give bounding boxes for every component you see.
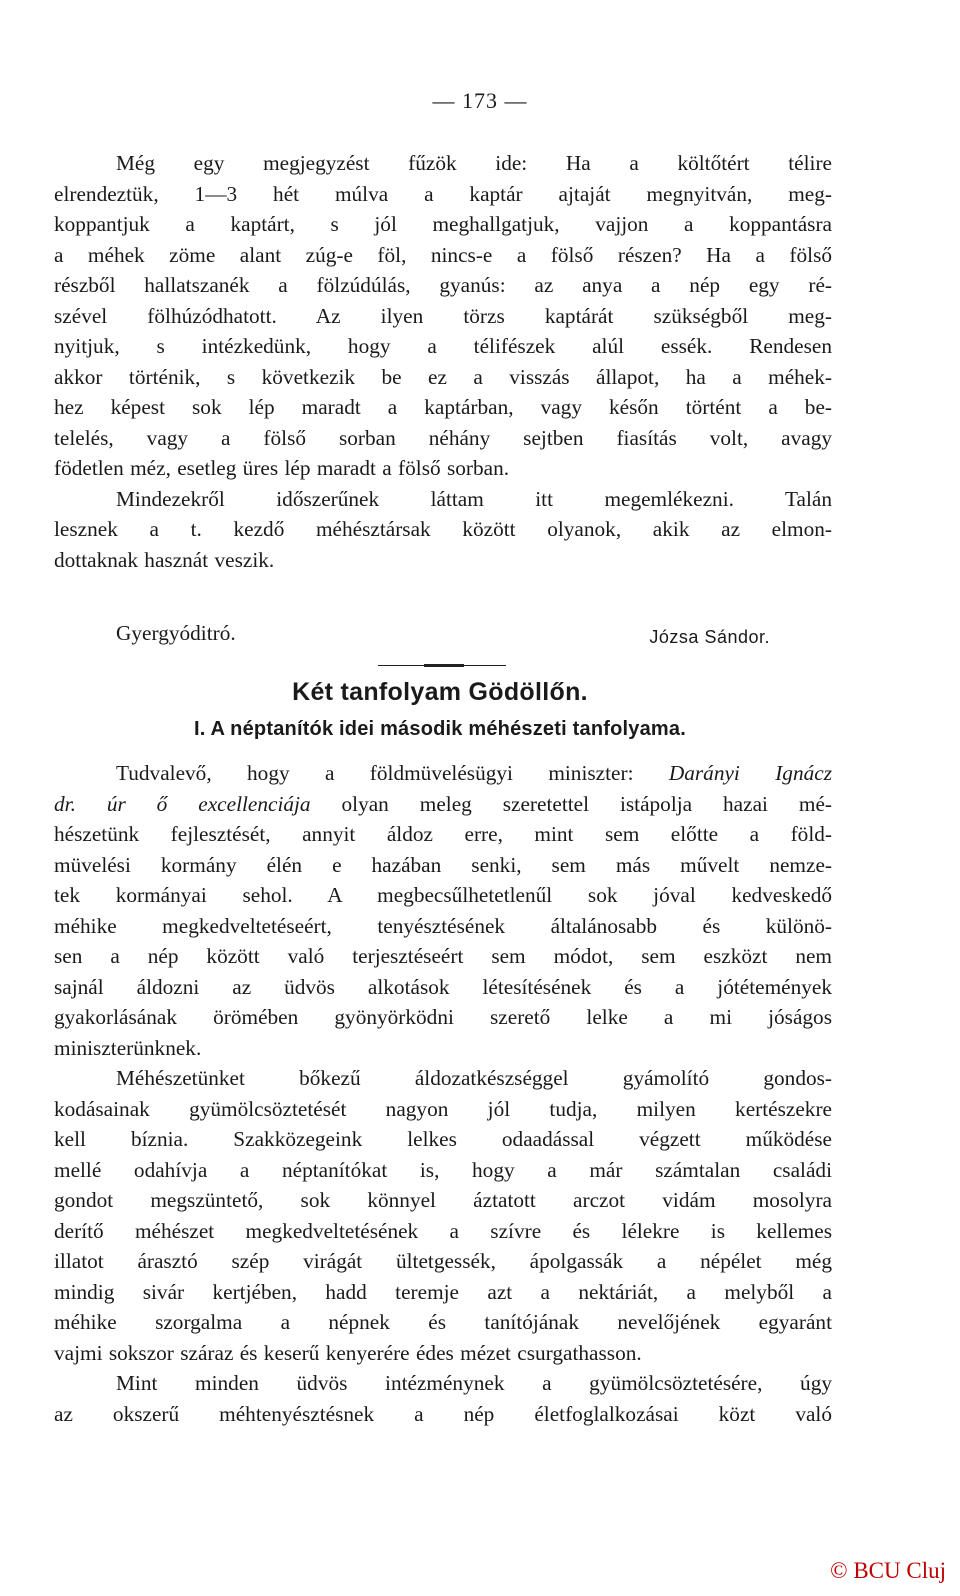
section-paragraph-1 xyxy=(54,148,832,575)
text-line: Mindezekről időszerűnek láttam itt megemlékezni. Talán xyxy=(116,486,832,511)
text-span: Tudvalevő, hogy a földmüvelésügyi miniszter: xyxy=(116,761,669,785)
article-title: Két tanfolyam Gödöllőn. xyxy=(292,678,588,706)
separator-bar xyxy=(424,664,464,667)
text-line: dottaknak hasznát veszik. xyxy=(54,547,275,572)
text-line: szével fölhúzódhatott. Az ilyen törzs kaptárát szükségből meg- xyxy=(54,303,832,328)
italic-name: Darányi Ignácz xyxy=(668,761,832,785)
text-line: az okszerű méhtenyésztésnek a nép életfoglalkozásai közt való xyxy=(54,1401,832,1426)
section-separator xyxy=(378,664,506,668)
signature-place: Gyergyóditró. xyxy=(116,621,236,645)
text-line: méhike megkedveltetéseért, tenyésztésének általánosabb és különö- xyxy=(54,913,832,938)
text-line: Még egy megjegyzést fűzök ide: Ha a költőtért télire xyxy=(116,151,832,175)
signature-name: Józsa Sándor. xyxy=(649,627,770,647)
text-line: Méhészetünket bőkezű áldozatkészséggel gyámolító gondos- xyxy=(116,1066,832,1090)
italic-title: dr. úr ő excellenciája xyxy=(54,791,311,816)
text-line: részből hallatszanék a fölzúdúlás, gyanús: az anya a nép egy ré- xyxy=(54,273,832,297)
text-line xyxy=(54,789,832,820)
text-line: kodásainak gyümölcsöztetését nagyon jól tudja, milyen kertészekre xyxy=(54,1096,832,1121)
text-line: födetlen méz, esetleg üres lép maradt a fölső sorban. xyxy=(54,456,510,480)
text-span: olyan meleg szeretettel istápolja hazai mé- xyxy=(310,791,832,816)
text-line: gyakorlásának örömében gyönyörködni szerető lelke a mi jóságos xyxy=(54,1005,832,1029)
article-body xyxy=(54,758,832,1429)
text-line: miniszterünknek. xyxy=(54,1035,202,1060)
text-line: koppantjuk a kaptárt, s jól meghallgatjuk, vajjon a koppantásra xyxy=(54,212,832,236)
text-line: kell bíznia. Szakközegeink lelkes odaadással végzett működése xyxy=(54,1127,832,1151)
text-line: gondot megszüntető, sok könnyel áztatott arczot vidám mosolyra xyxy=(54,1188,832,1212)
text-line: mindig sivár kertjében, hadd teremje azt a nektáriát, a melyből a xyxy=(54,1279,832,1304)
text-line: mellé odahívja a néptanítókat is, hogy a már számtalan családi xyxy=(54,1157,832,1182)
text-line: müvelési kormány élén e hazában senki, sem más művelt nemze- xyxy=(54,852,832,877)
watermark: © BCU Cluj xyxy=(830,1558,946,1583)
text-line: méhike szorgalma a népnek és tanítójának nevelőjének egyaránt xyxy=(54,1310,832,1334)
text-line: telelés, vagy a fölső sorban néhány sejtben fiasítás volt, avagy xyxy=(54,425,832,450)
text-line: tek kormányai sehol. A megbecsűlhetetlenűl sok jóval kedveskedő xyxy=(54,883,832,907)
text-line: a méhek zöme alant zúg-e föl, nincs-e a fölső részen? Ha a fölső xyxy=(54,242,832,267)
text-line: vajmi sokszor száraz és keserű kenyerére édes mézet csurgathasson. xyxy=(54,1340,642,1365)
text-line: hez képest sok lép maradt a kaptárban, vagy későn történt a be- xyxy=(54,395,832,419)
text-line: derítő méhészet megkedveltetésének a szívre és lélekre is kellemes xyxy=(54,1218,832,1243)
text-line: akkor történik, s következik be ez a visszás állapot, ha a méhek- xyxy=(54,364,832,389)
article-subtitle: I. A néptanítók idei második méhészeti tanfolyama. xyxy=(194,718,686,740)
text-line xyxy=(54,758,832,789)
text-line: sen a nép között való terjesztéseért sem módot, sem eszközt nem xyxy=(54,944,832,968)
text-line: illatot árasztó szép virágát ültetgessék, ápolgassák a népélet még xyxy=(54,1249,832,1273)
text-line: sajnál áldozni az üdvös alkotások létesítésének és a jótétemények xyxy=(54,974,832,999)
text-line: hészetünk fejlesztését, annyit áldoz erre, mint sem előtte a föld- xyxy=(54,822,832,846)
text-line: nyitjuk, s intézkedünk, hogy a télifészek alúl essék. Rendesen xyxy=(54,334,832,358)
text-line: elrendeztük, 1—3 hét múlva a kaptár ajtaját megnyitván, meg- xyxy=(54,181,832,206)
text-line: lesznek a t. kezdő méhésztársak között olyanok, akik az elmon- xyxy=(54,517,832,541)
page-number: — 173 — xyxy=(432,88,528,113)
text-line: Mint minden üdvös intézménynek a gyümölcsöztetésére, úgy xyxy=(116,1371,832,1395)
